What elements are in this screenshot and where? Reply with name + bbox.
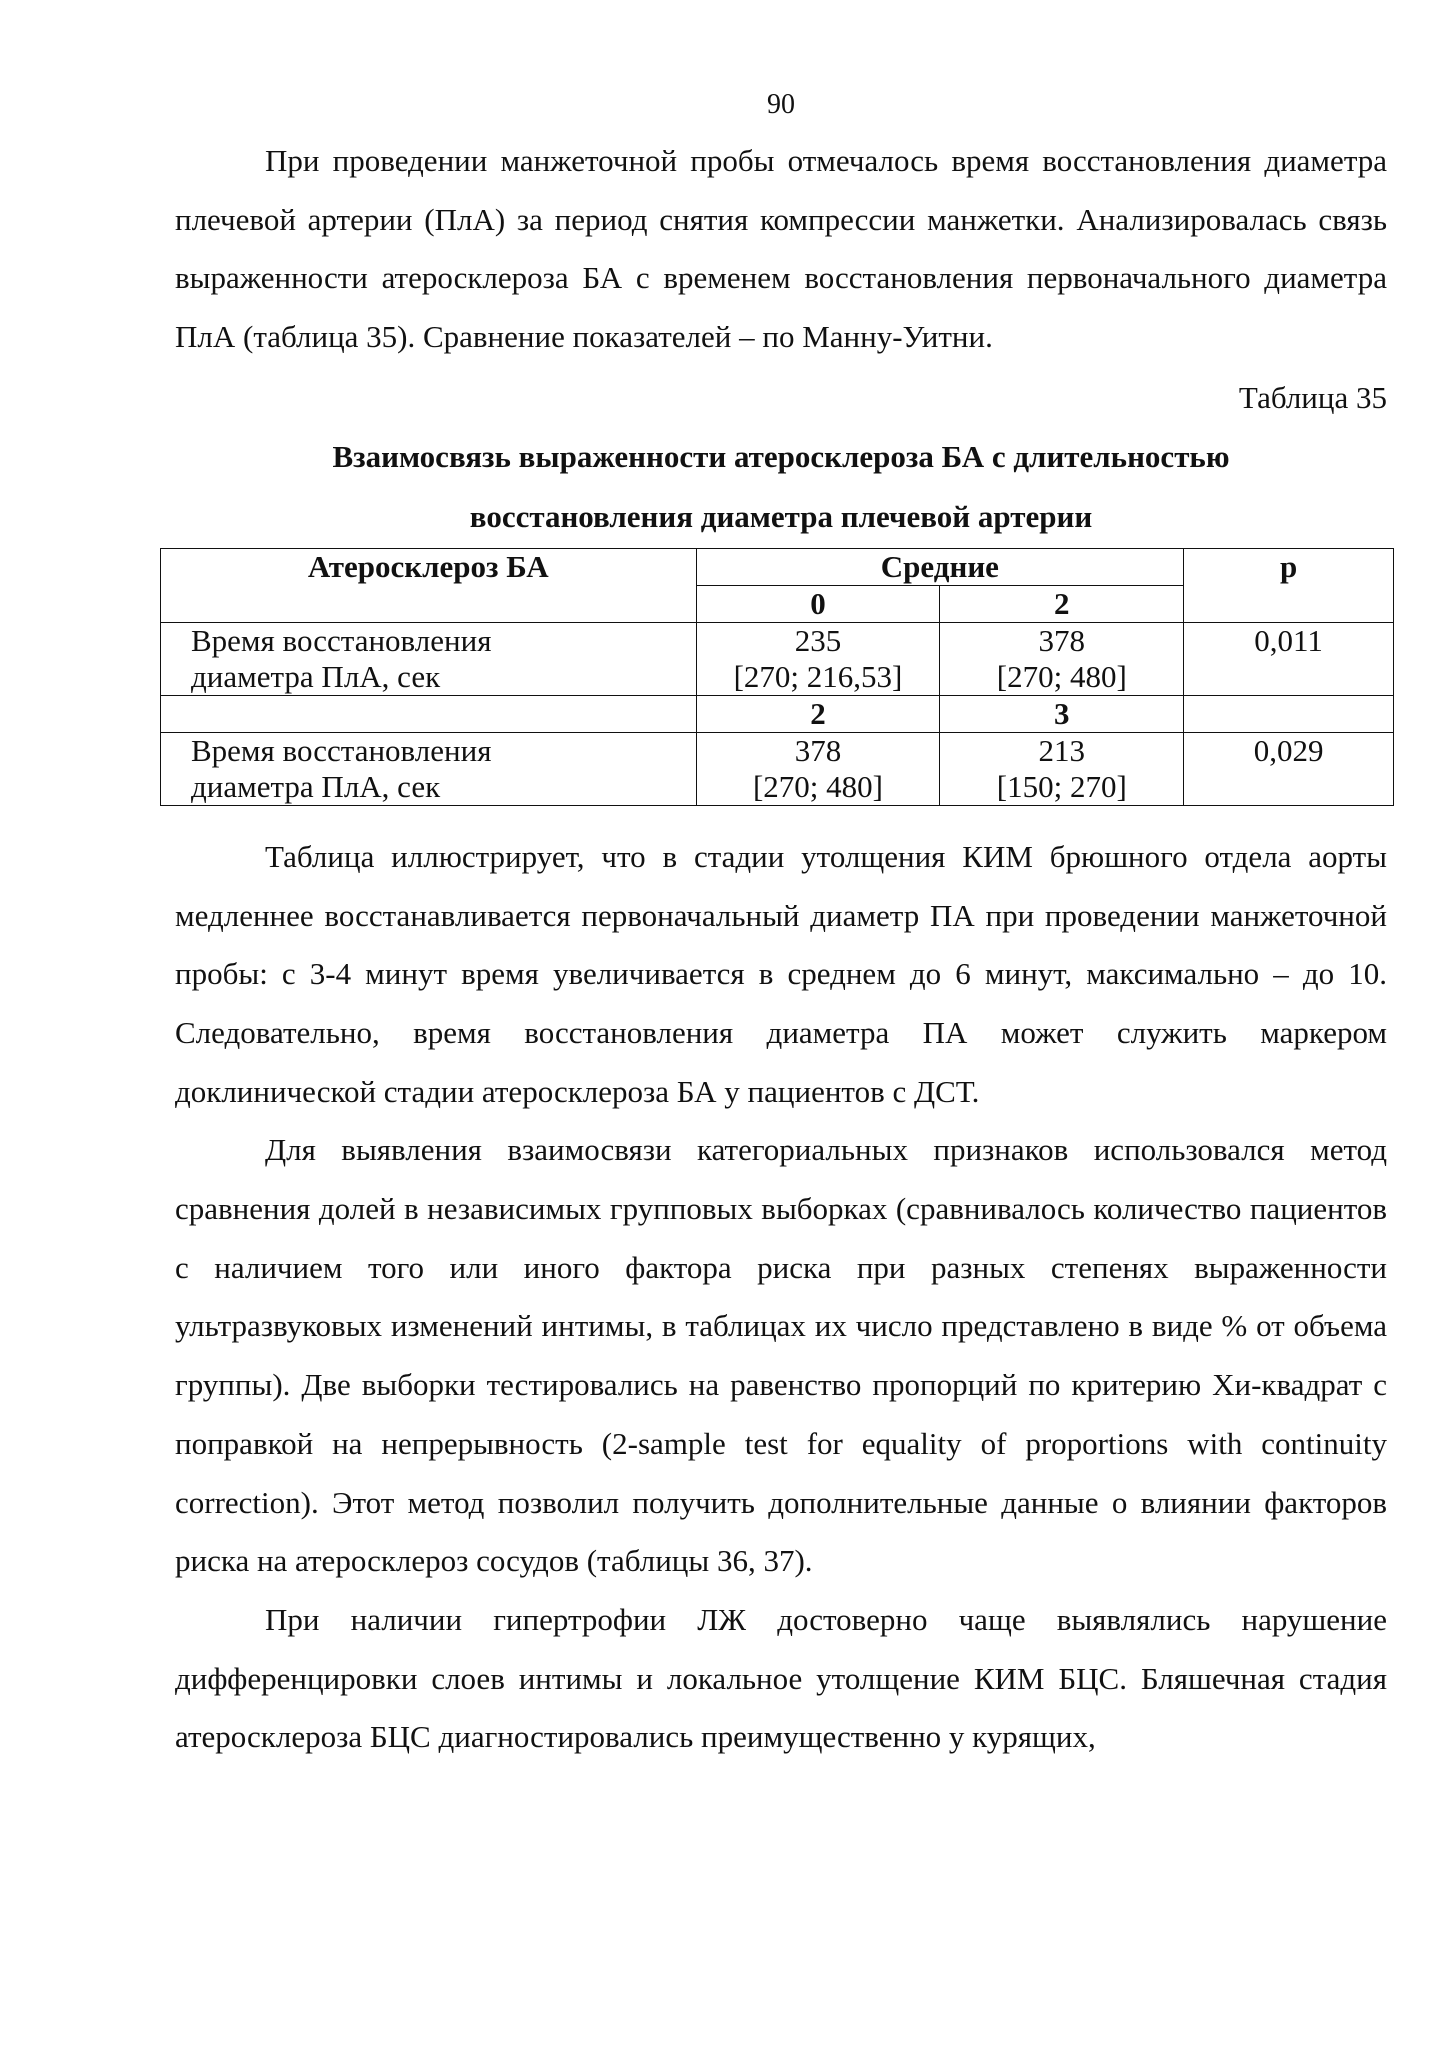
cell-range: [150; 270] (996, 768, 1127, 804)
row-label-line2: диаметра ПлА, сек (191, 768, 441, 804)
table-title-line1: Взаимосвязь выраженности атеросклероза БА с длительностью (332, 438, 1230, 474)
paragraph-lv-hypertrophy: При наличии гипертрофии ЛЖ достоверно чаще выявлялись нарушение дифференцировки слоев интимы и локальное утолщение КИМ БЦС. Бляшечная стадия атеросклероза БЦС диагностировались преимущественно у курящих, (175, 1601, 1387, 1755)
row-label (161, 732, 697, 805)
cell-group-a (696, 622, 940, 695)
cell-range: [270; 480] (752, 768, 883, 804)
header-means: Средние (696, 548, 1184, 585)
cell-mean: 213 (1038, 732, 1086, 768)
cell-group-b (940, 732, 1184, 805)
subheader-group-a: 0 (696, 585, 940, 622)
cell-mean: 378 (1038, 622, 1086, 658)
page-number: 90 (767, 89, 795, 120)
cell-range: [270; 480] (996, 658, 1127, 694)
document-page (175, 80, 1387, 1767)
row-label-line1: Время восстановления (191, 622, 492, 658)
subheader-group-b: 3 (940, 695, 1184, 732)
subheader-group-a: 2 (696, 695, 940, 732)
table-row (161, 732, 1394, 805)
results-table (160, 548, 1394, 806)
paragraph-table-interpretation: Таблица иллюстрирует, что в стадии утолщения КИМ брюшного отдела аорты медленнее восстанавливается первоначальный диаметр ПА при проведении манжеточной пробы: с 3-4 минут время увеличивается в среднем до 6 минут, максимально – до 10. Следовательно, время восстановления диаметра ПА может служить маркером доклинической стадии атеросклероза БА у пациентов с ДСТ. (175, 838, 1387, 1109)
cell-group-a (696, 732, 940, 805)
row-label-line2: диаметра ПлА, сек (191, 658, 441, 694)
empty-cell (1184, 695, 1394, 732)
cell-p-value: 0,011 (1184, 622, 1394, 695)
cell-mean: 235 (794, 622, 842, 658)
cell-p-value: 0,029 (1184, 732, 1394, 805)
table-subheader-row-2 (161, 695, 1394, 732)
table-row (161, 622, 1394, 695)
table-title-line2: восстановления диаметра плечевой артерии (469, 498, 1093, 534)
table-label: Таблица 35 (1238, 379, 1387, 415)
header-p: p (1184, 548, 1394, 622)
cell-mean: 378 (794, 732, 842, 768)
row-label-line1: Время восстановления (191, 732, 492, 768)
subheader-group-b: 2 (940, 585, 1184, 622)
table-header-row (161, 548, 1394, 585)
empty-cell (161, 695, 697, 732)
row-label (161, 622, 697, 695)
header-atherosclerosis: Атеросклероз БА (161, 548, 697, 622)
cell-range: [270; 216,53] (733, 658, 903, 694)
cell-group-b (940, 622, 1184, 695)
paragraph-intro: При проведении манжеточной пробы отмечалось время восстановления диаметра плечевой артерии (ПлА) за период снятия компрессии манжетки. Анализировалась связь выраженности атеросклероза БА с временем восстановления первоначального диаметра ПлА (таблица 35). Сравнение показателей – по Манну-Уитни. (175, 143, 1387, 355)
paragraph-method: Для выявления взаимосвязи категориальных признаков использовался метод сравнения долей в независимых групповых выборках (сравнивалось количество пациентов с наличием того или иного фактора риска при разных степенях выраженности ультразвуковых изменений интимы, в таблицах их число представлено в виде % от объема группы). Две выборки тестировались на равенство пропорций по критерию Хи-квадрат с поправкой на непрерывность (2-sample test for equality of proportions with continuity correction). Этот метод позволил получить дополнительные данные о влиянии факторов риска на атеросклероз сосудов (таблицы 36, 37). (175, 1132, 1387, 1579)
